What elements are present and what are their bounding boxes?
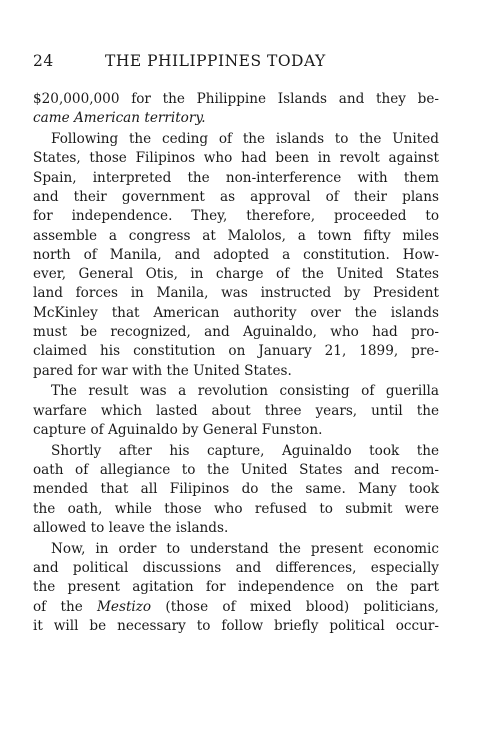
paragraph [33, 130, 439, 381]
text-line: land forces in Manila, was instructed by President [33, 285, 439, 302]
text-line: McKinley that American authority over the islands [33, 304, 439, 321]
text-line: pared for war with the United States. [33, 362, 292, 379]
text-line: the present agitation for independence on the part [33, 579, 439, 596]
paragraph [33, 540, 439, 636]
text-line: warfare which lasted about three years, until the [33, 402, 439, 419]
paragraph [33, 442, 439, 538]
text-line: ever, General Otis, in charge of the United States [33, 266, 439, 283]
text-line: mended that all Filipinos do the same. Many took [33, 481, 439, 498]
text-line: allowed to leave the islands. [33, 520, 229, 537]
paragraph [33, 90, 439, 129]
text-line: $20,000,000 for the Philippine Islands and they be- [33, 91, 439, 107]
text-line: Now, in order to understand the present economic [51, 540, 439, 557]
text-line: must be recognized, and Aguinaldo, who had pro- [33, 324, 439, 341]
running-title: THE PHILIPPINES TODAY [105, 52, 326, 70]
text-line [33, 109, 439, 128]
page-number: 24 [33, 52, 54, 70]
text-line: of the Mestizo (those of mixed blood) politicians, [33, 598, 439, 615]
text-line: for independence. They, therefore, proceeded to [33, 208, 439, 225]
running-header [33, 52, 453, 74]
paragraph [33, 382, 439, 440]
text-line: The result was a revolution consisting of guerilla [51, 383, 439, 400]
text-line: claimed his constitution on January 21, 1899, pre- [33, 343, 439, 360]
text-line: and political discussions and differences, especially [33, 560, 439, 577]
text-line: Spain, interpreted the non-interference with them [33, 169, 439, 186]
text-line: Shortly after his capture, Aguinaldo took the [51, 442, 439, 459]
text-line: Following the ceding of the islands to the United [51, 131, 439, 148]
text-line: it will be necessary to follow briefly political occur- [33, 618, 439, 635]
text-line: capture of Aguinaldo by General Funston. [33, 422, 323, 439]
text-line: north of Manila, and adopted a constitution. How- [33, 246, 439, 263]
text-line: States, those Filipinos who had been in revolt against [33, 150, 439, 167]
body-text [33, 90, 439, 636]
text-line: oath of allegiance to the United States and recom- [33, 462, 439, 479]
text-line-italic: came American territory. [33, 110, 206, 127]
text-line: the oath, while those who refused to submit were [33, 500, 439, 517]
text-line: and their government as approval of their plans [33, 188, 439, 205]
text-line: assemble a congress at Malolos, a town fifty miles [33, 227, 439, 244]
